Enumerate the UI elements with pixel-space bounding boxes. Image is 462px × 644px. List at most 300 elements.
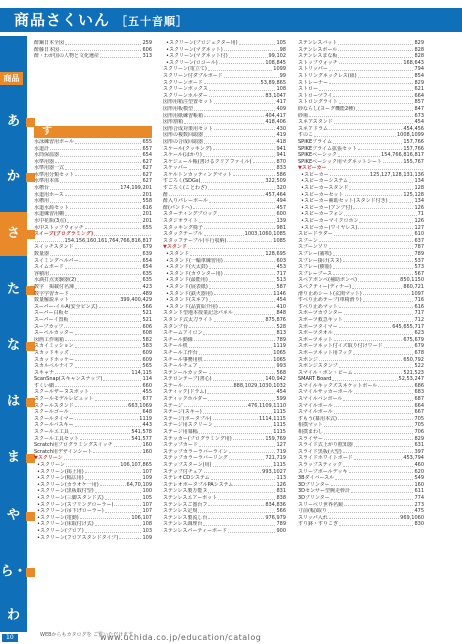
index-entry bbox=[298, 264, 424, 271]
entry-label: 図形の合成回頭器 bbox=[163, 138, 204, 145]
entry-page: 1114,1115 bbox=[258, 415, 286, 422]
index-entry bbox=[298, 113, 424, 120]
leader-dots bbox=[208, 185, 276, 190]
leader-dots bbox=[209, 370, 276, 375]
entry-page: 787 bbox=[414, 244, 424, 251]
leader-dots bbox=[75, 422, 142, 427]
entry-page: 631 bbox=[414, 442, 424, 449]
entry-page: 686 bbox=[414, 382, 424, 389]
index-entry bbox=[34, 60, 152, 67]
leader-dots bbox=[339, 363, 414, 368]
side-tab-4[interactable]: な bbox=[6, 338, 20, 353]
entry-page: 108 bbox=[142, 521, 152, 528]
index-entry bbox=[298, 455, 424, 462]
page-footer bbox=[0, 632, 462, 644]
leader-dots bbox=[204, 231, 244, 236]
entry-label: SPIKEベーシック用マグネットシート bbox=[298, 158, 382, 165]
index-entry bbox=[163, 178, 286, 185]
leader-dots bbox=[214, 317, 264, 322]
index-entry bbox=[163, 251, 286, 258]
entry-label: ステンレス定規 bbox=[163, 508, 198, 515]
side-tab-3[interactable]: た bbox=[6, 282, 20, 297]
leader-dots bbox=[67, 218, 141, 223]
index-entry bbox=[34, 469, 152, 476]
index-entry bbox=[34, 304, 152, 311]
leader-dots bbox=[333, 139, 402, 144]
entry-page: 900 bbox=[276, 527, 286, 534]
entry-label: スクールザーヌスポット bbox=[34, 389, 89, 396]
entry-label: ▼スピーカー bbox=[298, 165, 327, 172]
index-entry bbox=[34, 462, 152, 469]
entry-page: 64,70,109 bbox=[126, 481, 152, 488]
leader-dots bbox=[70, 429, 130, 434]
index-entry bbox=[298, 416, 424, 423]
leader-dots bbox=[209, 198, 276, 203]
leader-dots bbox=[363, 297, 414, 302]
side-tab-8[interactable]: ら・わ bbox=[0, 564, 27, 623]
leader-dots bbox=[50, 271, 141, 276]
index-entry bbox=[163, 211, 286, 218]
leader-dots bbox=[332, 376, 397, 381]
leader-dots bbox=[334, 403, 414, 408]
leader-dots bbox=[213, 462, 273, 467]
index-column-1 bbox=[34, 40, 152, 541]
index-entry bbox=[34, 429, 152, 436]
entry-label: ストリッパー bbox=[298, 66, 328, 73]
entry-label: •スピーカーマイクロホン bbox=[301, 218, 359, 225]
index-entry bbox=[163, 442, 286, 449]
index-entry bbox=[163, 244, 286, 251]
leader-dots bbox=[75, 244, 142, 249]
entry-label: スマイルボール bbox=[298, 409, 333, 416]
index-entry bbox=[298, 284, 424, 291]
entry-page: 623 bbox=[414, 330, 424, 337]
entry-label: SMART Board bbox=[298, 376, 332, 383]
entry-label: スマイルボール bbox=[298, 402, 333, 409]
index-entry bbox=[298, 317, 424, 324]
entry-page: 645,655,717 bbox=[392, 323, 424, 330]
leader-dots bbox=[234, 310, 275, 315]
index-entry bbox=[163, 106, 286, 113]
entry-label: スケッパー bbox=[163, 165, 188, 172]
index-entry bbox=[298, 429, 424, 436]
leader-dots bbox=[219, 60, 265, 65]
leader-dots bbox=[214, 422, 273, 427]
entry-page: 71 bbox=[417, 211, 424, 218]
index-entry bbox=[298, 436, 424, 443]
entry-label: ステップスターン(用) bbox=[163, 462, 212, 468]
entry-page: 834,836 bbox=[265, 501, 286, 508]
entry-label: スプーンソリ bbox=[298, 244, 328, 251]
entry-label: スクールタイマー bbox=[34, 415, 74, 422]
entry-page: 637 bbox=[414, 237, 424, 244]
entry-label: スチール机 bbox=[163, 343, 188, 350]
leader-dots bbox=[70, 409, 142, 414]
index-entry bbox=[34, 93, 152, 100]
entry-page: 125,127,128,131,136 bbox=[369, 171, 424, 178]
leader-dots bbox=[204, 132, 275, 137]
entry-page: 103 bbox=[142, 527, 152, 534]
entry-label: •スピーカーセット bbox=[301, 191, 344, 198]
leader-dots bbox=[184, 403, 247, 408]
leader-dots bbox=[64, 324, 141, 329]
entry-label: SPIKEプライム拡張セット bbox=[298, 145, 357, 152]
leader-dots bbox=[60, 47, 141, 52]
leader-dots bbox=[224, 73, 279, 78]
entry-page: 454,456 bbox=[403, 125, 424, 132]
leader-dots bbox=[75, 416, 139, 421]
index-entry bbox=[163, 198, 286, 205]
index-entry bbox=[298, 192, 424, 199]
index-entry bbox=[34, 357, 152, 364]
leader-dots bbox=[333, 271, 413, 276]
entry-label: •スタンド(大太鼓) bbox=[166, 264, 208, 271]
entry-page: 410 bbox=[276, 303, 286, 310]
entry-page: 99,102 bbox=[268, 53, 286, 60]
leader-dots bbox=[224, 271, 276, 276]
index-entry bbox=[34, 389, 152, 396]
index-entry bbox=[298, 238, 424, 245]
leader-dots bbox=[329, 80, 413, 85]
entry-label: スケジュール帳(書けるクリアファイル) bbox=[163, 158, 252, 165]
leader-dots bbox=[354, 455, 403, 460]
entry-label: •スピーカー補助セット(スタンド付き) bbox=[301, 198, 388, 205]
leader-dots bbox=[75, 343, 142, 348]
index-entry bbox=[34, 350, 152, 357]
leader-dots bbox=[358, 73, 414, 78]
entry-label: ステンレスパーティーボード bbox=[163, 527, 227, 534]
entry-label: SPIKEベーシック bbox=[298, 152, 337, 159]
leader-dots bbox=[328, 508, 414, 513]
leader-dots bbox=[353, 205, 413, 210]
leader-dots bbox=[329, 515, 399, 520]
index-entry bbox=[298, 383, 424, 390]
leader-dots bbox=[343, 462, 413, 467]
index-entry bbox=[298, 291, 424, 298]
entry-label: スケルトンカッティングマット bbox=[163, 171, 233, 178]
entry-page: 99 bbox=[279, 72, 286, 79]
index-entry bbox=[163, 304, 286, 311]
index-entry bbox=[34, 455, 152, 462]
entry-label: スーベルカッター bbox=[34, 330, 74, 337]
leader-dots bbox=[204, 357, 272, 362]
entry-label: •スピーカー(ワイヤレス) bbox=[301, 224, 358, 231]
entry-label: スクリーンボックス bbox=[163, 86, 208, 93]
entry-label: 水道水源セット bbox=[34, 204, 70, 211]
entry-page: 888,1029,1030,1032 bbox=[233, 382, 286, 389]
entry-page: 664 bbox=[414, 92, 424, 99]
entry-label: スタンド型地本授業記念パネル bbox=[163, 310, 234, 317]
leader-dots bbox=[194, 337, 276, 342]
leader-dots bbox=[233, 436, 265, 441]
entry-label: スカッドキッズ bbox=[34, 349, 69, 356]
index-entry bbox=[298, 521, 424, 528]
side-tab-1[interactable]: か bbox=[6, 169, 20, 184]
leader-dots bbox=[79, 258, 141, 263]
leader-dots bbox=[218, 211, 275, 216]
entry-label: スチームアイロン bbox=[163, 330, 203, 337]
entry-label: ステージ(ボータブル) bbox=[163, 415, 212, 422]
entry-page: 201 bbox=[142, 191, 152, 198]
leader-dots bbox=[319, 86, 413, 91]
entry-page: 98 bbox=[279, 46, 286, 53]
leader-dots bbox=[383, 159, 402, 164]
index-entry bbox=[163, 225, 286, 232]
entry-label: 水泳練習用ボール bbox=[34, 138, 74, 145]
index-entry bbox=[34, 80, 152, 87]
index-entry bbox=[34, 225, 152, 232]
index-entry bbox=[163, 502, 286, 509]
entry-label: ステンレスご器台フ bbox=[163, 501, 208, 508]
side-tab-5[interactable]: は bbox=[6, 394, 20, 409]
leader-dots bbox=[329, 244, 414, 249]
entry-page: 609 bbox=[142, 349, 152, 356]
index-entry bbox=[34, 403, 152, 410]
entry-page: 854 bbox=[414, 72, 424, 79]
entry-label: 数字学習カード bbox=[34, 290, 70, 297]
index-entry bbox=[163, 383, 286, 390]
entry-label: •スピーカー bbox=[301, 171, 329, 178]
index-entry bbox=[298, 389, 424, 396]
index-entry bbox=[34, 146, 152, 153]
index-entry bbox=[298, 475, 424, 482]
entry-page: 608 bbox=[142, 330, 152, 337]
entry-label: ステール bbox=[163, 382, 183, 389]
leader-dots bbox=[93, 449, 141, 454]
entry-label: スライサー bbox=[298, 435, 323, 442]
index-entry bbox=[34, 376, 152, 383]
entry-label: 水準用器 bbox=[34, 158, 55, 165]
entry-page: 83,1047 bbox=[265, 92, 286, 99]
leader-dots bbox=[35, 238, 64, 243]
index-entry bbox=[163, 449, 286, 456]
index-entry bbox=[298, 449, 424, 456]
entry-label: ステンレスバット bbox=[298, 40, 338, 46]
entry-page: 454 bbox=[414, 119, 424, 126]
entry-label: ステレオCDシステム bbox=[163, 475, 210, 482]
entry-page: 453,794 bbox=[403, 455, 424, 462]
entry-page: 417 bbox=[276, 99, 286, 106]
entry-page: 627 bbox=[142, 178, 152, 185]
entry-page: 838 bbox=[276, 494, 286, 501]
entry-label: Scratch用デザインシート bbox=[34, 448, 93, 455]
index-entry bbox=[34, 113, 152, 120]
leader-dots bbox=[351, 488, 413, 493]
entry-page: 620 bbox=[414, 468, 424, 475]
leader-dots bbox=[345, 192, 403, 197]
entry-label: 酢入りパレーボール bbox=[163, 198, 208, 205]
leader-dots bbox=[169, 192, 264, 197]
entry-label: ステージ bbox=[163, 402, 183, 409]
entry-label: ステップ付チェア bbox=[163, 468, 203, 475]
entry-page: 616 bbox=[414, 303, 424, 310]
entry-page: 453 bbox=[276, 264, 286, 271]
leader-dots bbox=[324, 436, 414, 441]
leader-dots bbox=[99, 304, 142, 309]
entry-page: 159,769 bbox=[265, 435, 286, 442]
index-entry bbox=[298, 495, 424, 502]
entry-page: 1119 bbox=[273, 343, 286, 350]
entry-label: すごろく(ことわざ) bbox=[163, 185, 207, 192]
leader-dots bbox=[338, 152, 380, 157]
index-entry bbox=[34, 185, 152, 192]
entry-label: スーパー-イルA(安全ピン式) bbox=[34, 303, 98, 310]
leader-dots bbox=[339, 521, 413, 526]
entry-label: スカイミッション bbox=[34, 343, 74, 350]
entry-page: 993,1027 bbox=[262, 468, 286, 475]
entry-page: 705 bbox=[414, 415, 424, 422]
entry-label: スクールモデルレピュット bbox=[34, 396, 94, 403]
index-entry bbox=[163, 80, 286, 87]
index-entry bbox=[163, 152, 286, 159]
catalog-url[interactable]: www.uchida.co.jp/education/catalog bbox=[100, 633, 262, 642]
entry-page: 627 bbox=[142, 171, 152, 178]
leader-dots bbox=[85, 469, 142, 474]
entry-label: スマイルバンボール bbox=[298, 396, 343, 403]
index-entry bbox=[298, 40, 424, 47]
leader-dots bbox=[334, 231, 414, 236]
entry-page: 541,577 bbox=[131, 435, 152, 442]
tab-marker bbox=[26, 568, 35, 577]
entry-page: 1065 bbox=[273, 356, 286, 363]
index-entry bbox=[298, 47, 424, 54]
entry-page: 833 bbox=[276, 165, 286, 172]
entry-page: 599 bbox=[276, 396, 286, 403]
entry-label: •スクリーン(プロア) bbox=[37, 527, 84, 534]
leader-dots bbox=[207, 389, 275, 394]
entry-label: すのこ bbox=[298, 132, 314, 139]
leader-dots bbox=[85, 225, 142, 230]
entry-label: スネアスタンド bbox=[298, 119, 333, 126]
entry-page: 160 bbox=[142, 442, 152, 449]
entry-label: ステンールカッター bbox=[163, 369, 208, 376]
entry-page: 528 bbox=[276, 323, 286, 330]
index-entry bbox=[163, 343, 286, 350]
index-entry bbox=[163, 350, 286, 357]
entry-label: ステッカー(プログラミング用) bbox=[163, 435, 232, 442]
leader-dots bbox=[213, 376, 265, 381]
leader-dots bbox=[358, 277, 399, 282]
index-entry bbox=[298, 396, 424, 403]
entry-page: 409 bbox=[276, 105, 286, 112]
entry-page: 566 bbox=[142, 303, 152, 310]
entry-page: 140,942 bbox=[265, 376, 286, 383]
entry-page: 521 bbox=[142, 310, 152, 317]
entry-label: 酢 bbox=[163, 191, 169, 198]
entry-label: スリッパ入れ bbox=[298, 514, 328, 521]
entry-label: 図形用板模型 bbox=[163, 105, 194, 112]
index-entry bbox=[34, 165, 152, 172]
leader-dots bbox=[338, 53, 413, 58]
index-entry bbox=[34, 475, 152, 482]
entry-label: スペアボンベ(補助ボンベ) bbox=[298, 277, 357, 284]
entry-label: スチール動線 bbox=[163, 336, 193, 343]
entry-page: 981 bbox=[276, 224, 286, 231]
index-entry bbox=[163, 165, 286, 172]
index-entry bbox=[298, 225, 424, 232]
index-entry bbox=[34, 502, 152, 509]
entry-page: 541,578 bbox=[131, 429, 152, 436]
entry-label: スターティングブロック bbox=[163, 211, 218, 218]
index-entry bbox=[163, 258, 286, 265]
leader-dots bbox=[50, 146, 141, 151]
entry-page: 673 bbox=[414, 112, 424, 119]
leader-dots bbox=[354, 389, 414, 394]
entry-label: •スタンド(展表紙) bbox=[166, 283, 208, 290]
entry-label: スピードラダー bbox=[298, 231, 333, 238]
index-entry bbox=[163, 238, 286, 245]
entry-label: ▼スタンド bbox=[163, 244, 187, 251]
entry-page: 654 bbox=[142, 264, 152, 271]
entry-page: 126 bbox=[414, 218, 424, 225]
leader-dots bbox=[344, 310, 414, 315]
side-tab-7[interactable]: や bbox=[6, 508, 20, 523]
entry-page: 522 bbox=[414, 363, 424, 370]
entry-page: 1146 bbox=[273, 290, 286, 297]
index-entry bbox=[34, 495, 152, 502]
leader-dots bbox=[329, 126, 402, 131]
leader-dots bbox=[75, 403, 127, 408]
leader-dots bbox=[201, 178, 264, 183]
index-entry bbox=[163, 363, 286, 370]
leader-dots bbox=[199, 429, 272, 434]
entry-label: スポーツタイマー bbox=[298, 323, 338, 330]
leader-dots bbox=[114, 502, 141, 507]
entry-page: 259 bbox=[142, 40, 152, 46]
entry-page: 476,1109,1110 bbox=[247, 402, 286, 409]
entry-label: スタンプ台 bbox=[163, 323, 189, 330]
entry-label: スポーツタオル bbox=[298, 330, 333, 337]
index-entry bbox=[34, 106, 152, 113]
entry-label: スキャナ bbox=[34, 369, 55, 376]
entry-label: スプレー(樹脂) bbox=[298, 264, 332, 271]
entry-page: 454 bbox=[276, 389, 286, 396]
index-entry bbox=[298, 146, 424, 153]
index-entry bbox=[34, 132, 152, 139]
entry-page: 157,766 bbox=[403, 138, 424, 145]
entry-label: 砂ならし(ヨーグ機能2種) bbox=[298, 105, 356, 112]
leader-dots bbox=[384, 343, 414, 348]
entry-label: ステップカラーラバーライン bbox=[163, 448, 228, 455]
leader-dots bbox=[378, 383, 413, 388]
entry-page: 603 bbox=[276, 257, 286, 264]
entry-label: スポーツネット付イズ取り付けワード bbox=[298, 343, 383, 350]
leader-dots bbox=[339, 304, 414, 309]
index-entry bbox=[163, 429, 286, 436]
leader-dots bbox=[358, 225, 413, 230]
leader-dots bbox=[80, 515, 131, 520]
entry-label: スチール事務用机 bbox=[163, 356, 203, 363]
index-entry bbox=[163, 455, 286, 462]
entry-page: 109 bbox=[142, 475, 152, 482]
index-entry bbox=[298, 277, 424, 284]
index-entry bbox=[34, 47, 152, 54]
entry-page: 105 bbox=[142, 494, 152, 501]
side-tab-0[interactable]: あ bbox=[6, 114, 20, 129]
index-entry bbox=[34, 297, 152, 304]
entry-label: スリーベリ世界名鏡 bbox=[298, 501, 344, 508]
side-tab-6[interactable]: ま bbox=[6, 450, 20, 465]
entry-label: 水筒保温器 bbox=[34, 152, 60, 159]
leader-dots bbox=[75, 139, 142, 144]
leader-dots bbox=[184, 383, 233, 388]
leader-dots bbox=[343, 396, 413, 401]
leader-dots bbox=[75, 363, 142, 368]
index-entry bbox=[34, 310, 152, 317]
side-tab-2[interactable]: さ bbox=[0, 212, 27, 256]
entry-label: すもう(幕用本式) bbox=[298, 415, 337, 422]
entry-label: Scratch用プログラミングスイッチ bbox=[34, 442, 113, 449]
